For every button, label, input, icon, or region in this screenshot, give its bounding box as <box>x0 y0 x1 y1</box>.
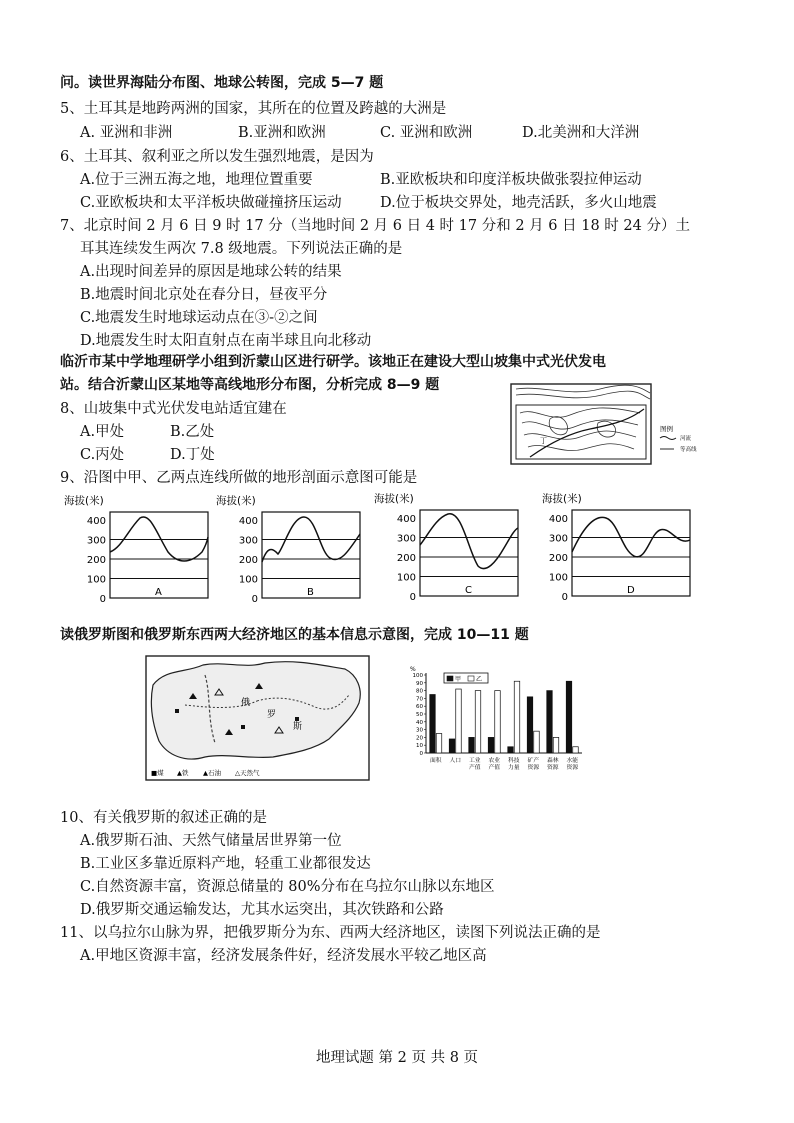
bar-chart-category-label: 工业 <box>468 758 481 764</box>
question-10-option-d: D.俄罗斯交通运输发达，尤其水运突出，其次铁路和公路 <box>80 902 444 918</box>
profile-ytick-label: 100 <box>396 572 416 584</box>
question-9-stem: 9、沿图中甲、乙两点连线所做的地形剖面示意图可能是 <box>60 470 418 486</box>
question-11-option-a: A.甲地区资源丰富，经济发展条件好，经济发展水平较乙地区高 <box>80 948 487 964</box>
bar-chart-category-label: 科技 <box>507 758 520 764</box>
profile-caption-d: D <box>627 585 635 596</box>
question-10-option-a: A.俄罗斯石油、天然气储量居世界第一位 <box>80 833 342 849</box>
bar-chart-svg <box>400 665 590 785</box>
bar-chart-ytick-label: 10 <box>416 743 423 750</box>
profile-ytick-label: 100 <box>548 572 568 584</box>
bar-chart-category-label: 面积 <box>429 758 442 764</box>
profile-svg-d <box>542 490 692 603</box>
question-10-option-b: B.工业区多靠近原料产地，轻重工业都很发达 <box>80 856 371 872</box>
question-10-option-c: C.自然资源丰富，资源总储量的 80%分布在乌拉尔山脉以东地区 <box>80 879 495 895</box>
profile-panel-c <box>370 490 520 603</box>
question-6-option-c: C.亚欧板块和太平洋板块做碰撞挤压运动 <box>80 195 342 211</box>
profile-ytick-label: 100 <box>238 574 258 586</box>
bar-chart-ytick-label: 50 <box>416 712 423 718</box>
profile-ylabel: 海拔(米) <box>542 493 582 505</box>
contour-legend-river: 河流 <box>680 436 692 442</box>
bar-yi-7 <box>573 747 579 753</box>
question-8-option-c: C.丙处 <box>80 447 125 463</box>
question-6-option-d: D.位于板块交界处，地壳活跃，多火山地震 <box>380 195 657 211</box>
profile-panel-a <box>60 492 210 605</box>
bar-chart-ytick-label: 40 <box>416 719 423 726</box>
question-8-option-a: A.甲处 <box>80 424 125 440</box>
profile-ytick-label: 300 <box>548 533 568 545</box>
profile-ylabel: 海拔(米) <box>374 493 414 505</box>
bar-jia-3 <box>488 737 494 753</box>
bar-chart-ytick-label: 30 <box>416 727 423 734</box>
bar-yi-1 <box>456 689 462 753</box>
profile-caption-b: B <box>307 587 314 598</box>
profile-ytick-label: 0 <box>561 592 568 603</box>
bar-chart-ytick-label: 20 <box>416 735 423 742</box>
bar-chart-category-label: 矿产 <box>527 758 540 764</box>
profile-ytick-label: 300 <box>396 533 416 545</box>
question-7-option-c: C.地震发生时地球运动点在③-②之间 <box>80 310 318 326</box>
bar-chart-ytick-label: 90 <box>416 680 423 687</box>
profile-ytick-label: 400 <box>238 516 258 527</box>
bar-yi-5 <box>534 731 540 753</box>
bar-chart-legend-yi: 乙 <box>476 676 483 683</box>
russia-map <box>145 655 370 781</box>
profile-caption-c: C <box>465 585 472 596</box>
bar-chart-category-label: 产值 <box>488 765 501 771</box>
bar-chart-category-label: 资源 <box>566 765 579 771</box>
profile-frame <box>420 510 518 596</box>
bar-jia-4 <box>508 747 514 753</box>
contour-legend-contour: 等高线 <box>680 447 697 453</box>
bar-chart-category-label: 资源 <box>546 765 559 771</box>
profile-ytick-label: 400 <box>86 516 106 527</box>
bar-chart-category-label: 产值 <box>468 765 481 771</box>
bar-chart-ytick-label: 60 <box>416 704 423 711</box>
economic-bar-chart <box>400 665 590 785</box>
bar-chart-legend-swatch-jia <box>447 676 453 681</box>
bar-chart-category-label: 森林 <box>546 758 559 764</box>
bar-yi-0 <box>436 734 442 754</box>
question-5-option-a: A. 亚洲和非洲 <box>80 125 173 141</box>
question-5-stem: 5、土耳其是地跨两洲的国家，其所在的位置及跨越的大洲是 <box>60 101 447 117</box>
profile-svg-a <box>60 492 210 605</box>
section-intro-5-7: 问。读世界海陆分布图、地球公转图，完成 5—7 题 <box>60 75 384 91</box>
russia-legend-coal: ■煤 <box>151 769 164 777</box>
bar-chart-category-label: 农业 <box>488 758 501 764</box>
bar-yi-3 <box>495 691 501 753</box>
profile-ytick-label: 0 <box>99 594 106 605</box>
bar-chart-ytick-label: 100 <box>412 673 423 679</box>
profile-ytick-label: 200 <box>396 553 416 564</box>
question-6-stem: 6、土耳其、叙利亚之所以发生强烈地震，是因为 <box>60 149 374 165</box>
question-5-option-c: C. 亚洲和欧洲 <box>380 125 473 141</box>
question-10-stem: 10、有关俄罗斯的叙述正确的是 <box>60 810 267 826</box>
question-11-stem: 11、以乌拉尔山脉为界，把俄罗斯分为东、西两大经济地区，读图下列说法正确的是 <box>60 925 601 941</box>
bar-jia-6 <box>547 691 553 753</box>
profile-ylabel: 海拔(米) <box>216 495 256 507</box>
russia-label-luo: 罗 <box>267 710 277 720</box>
profile-ytick-label: 200 <box>238 555 258 566</box>
bar-chart-legend-jia: 甲 <box>455 676 462 683</box>
bar-yi-4 <box>514 681 520 753</box>
russia-label-e: 俄 <box>241 698 251 708</box>
profile-ytick-label: 400 <box>548 514 568 525</box>
profile-ylabel: 海拔(米) <box>64 495 104 507</box>
profile-svg-b <box>212 492 362 605</box>
question-8-option-d: D.丁处 <box>170 447 215 463</box>
section-intro-10-11: 读俄罗斯图和俄罗斯东西两大经济地区的基本信息示意图，完成 10—11 题 <box>60 627 529 643</box>
bar-chart-category-label: 水能 <box>566 758 579 764</box>
bar-jia-1 <box>449 739 455 753</box>
bar-yi-2 <box>475 691 481 753</box>
profile-curve <box>420 514 518 569</box>
bar-jia-5 <box>527 697 533 753</box>
profile-ytick-label: 100 <box>86 574 106 586</box>
question-5-option-b: B.亚洲和欧洲 <box>238 125 326 141</box>
profile-ytick-label: 0 <box>409 592 416 603</box>
question-7-option-a: A.出现时间差异的原因是地球公转的结果 <box>80 264 342 280</box>
russia-map-figure <box>145 655 370 781</box>
section-intro-8-9-line1: 临沂市某中学地理研学小组到沂蒙山区进行研学。该地正在建设大型山坡集中式光伏发电 <box>60 354 606 370</box>
profile-frame <box>110 512 208 598</box>
bar-chart-category-label: 资源 <box>527 765 540 771</box>
contour-legend-title: 图例 <box>660 425 673 433</box>
question-7-option-d: D.地震发生时太阳直射点在南半球且向北移动 <box>80 333 372 349</box>
question-7-stem-line2: 耳其连续发生两次 7.8 级地震。下列说法正确的是 <box>80 241 403 257</box>
bar-chart-ytick-label: 80 <box>416 688 423 695</box>
bar-jia-0 <box>430 695 436 754</box>
profile-panel-b <box>212 492 362 605</box>
profile-ytick-label: 200 <box>86 555 106 566</box>
russia-legend-iron: ▲铁 <box>177 769 189 777</box>
russia-legend-oil: ▲石油 <box>203 769 221 777</box>
profile-svg-c <box>370 490 520 603</box>
bar-chart-ytick-label: 70 <box>416 696 423 703</box>
bar-chart-ylabel: % <box>410 666 416 673</box>
question-8-option-b: B.乙处 <box>170 424 215 440</box>
section-intro-8-9-line2: 站。结合沂蒙山区某地等高线地形分布图，分析完成 8—9 题 <box>60 377 440 393</box>
question-6-option-a: A.位于三洲五海之地，地理位置重要 <box>80 172 313 188</box>
bar-chart-category-label: 人口 <box>449 758 462 764</box>
page-footer: 地理试题 第 2 页 共 8 页 <box>315 1050 479 1066</box>
bar-chart-category-label: 力量 <box>507 765 520 771</box>
bar-chart-legend-swatch-yi <box>468 676 474 681</box>
russia-legend-gas: △天然气 <box>235 769 260 777</box>
profile-panel-d <box>542 490 692 603</box>
question-8-stem: 8、山坡集中式光伏发电站适宜建在 <box>60 401 287 417</box>
contour-map-mark: 丁 <box>540 437 547 445</box>
russia-label-si: 斯 <box>293 722 303 732</box>
profile-ytick-label: 300 <box>238 535 258 547</box>
question-6-option-b: B.亚欧板块和印度洋板块做张裂拉伸运动 <box>380 172 642 188</box>
question-7-stem-line1: 7、北京时间 2 月 6 日 9 时 17 分（当地时间 2 月 6 日 4 时 17 分和 2 月 6 日 18 时 24 分）土 <box>60 218 690 234</box>
bar-chart-ytick-label: 0 <box>419 751 423 757</box>
profile-ytick-label: 0 <box>251 594 258 605</box>
bar-yi-6 <box>553 737 559 753</box>
bar-jia-2 <box>469 737 475 753</box>
contour-map-figure <box>510 383 710 465</box>
profile-ytick-label: 200 <box>548 553 568 564</box>
question-5-option-d: D.北美洲和大洋洲 <box>522 125 640 141</box>
profile-ytick-label: 300 <box>86 535 106 547</box>
profile-curve <box>110 517 208 561</box>
profile-ytick-label: 400 <box>396 514 416 525</box>
bar-jia-7 <box>566 681 572 753</box>
question-7-option-b: B.地震时间北京处在春分日，昼夜平分 <box>80 287 328 303</box>
contour-map <box>510 383 710 465</box>
profile-caption-a: A <box>155 587 162 598</box>
